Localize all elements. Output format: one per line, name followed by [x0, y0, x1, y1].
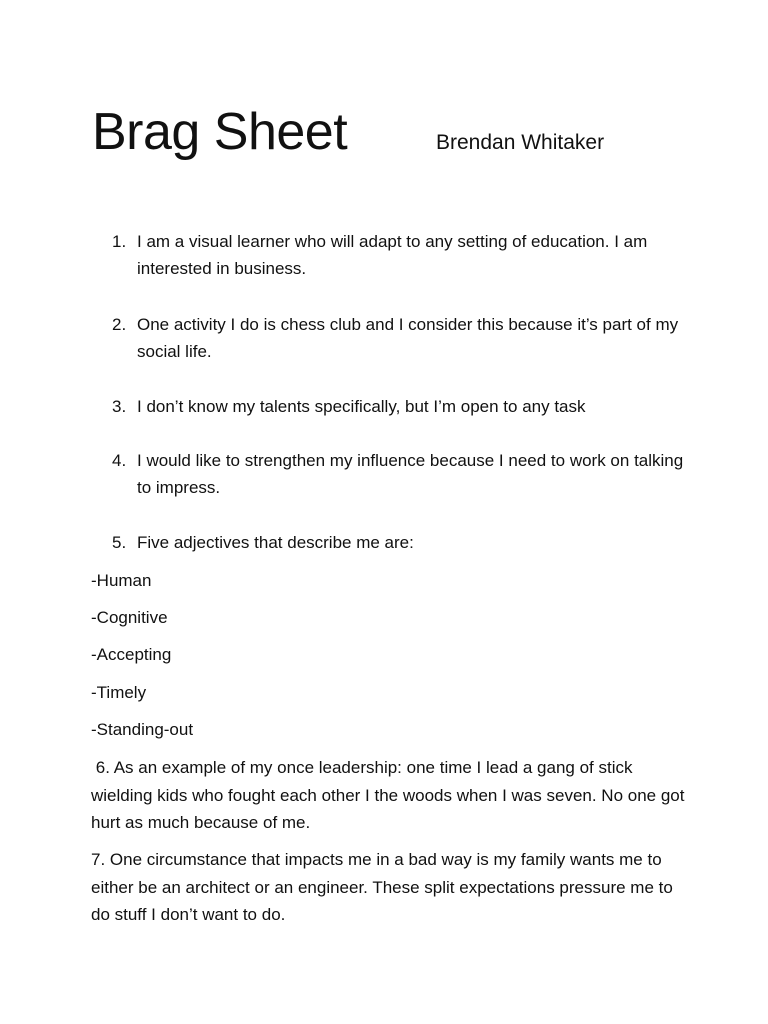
adjective-item: -Standing-out [91, 720, 194, 739]
adjective-item: -Accepting [91, 645, 172, 664]
list-item-number: 2. [112, 315, 127, 334]
adjective-item: -Human [91, 571, 152, 590]
adjective-item: -Timely [91, 683, 147, 702]
list-item-text: I am a visual learner who will adapt to any setting of education. I am interested in business. [137, 232, 648, 278]
list-item-number: 5. [112, 533, 127, 552]
author-name: Brendan Whitaker [436, 131, 605, 154]
paragraph-6: 6. As an example of my once leadership: one time I lead a gang of stick wielding kids who fought each other I the woods when I was seven. No one got hurt as much because of me. [91, 758, 690, 832]
list-item-text: Five adjectives that describe me are: [137, 533, 414, 552]
list-item-number: 3. [112, 397, 127, 416]
page-title: Brag Sheet [92, 103, 348, 161]
list-item-text: I don’t know my talents specifically, but I’m open to any task [137, 397, 586, 416]
list-item-number: 4. [112, 451, 127, 470]
list-item-number: 1. [112, 232, 127, 251]
list-item-text: One activity I do is chess club and I consider this because it’s part of my social life. [137, 315, 679, 361]
adjective-item: -Cognitive [91, 608, 168, 627]
paragraph-7: 7. One circumstance that impacts me in a bad way is my family wants me to either be an architect or an engineer. These split expectations pressure me to do stuff I don’t want to do. [91, 850, 673, 924]
list-item-text: I would like to strengthen my influence because I need to work on talking to impress. [137, 451, 684, 497]
